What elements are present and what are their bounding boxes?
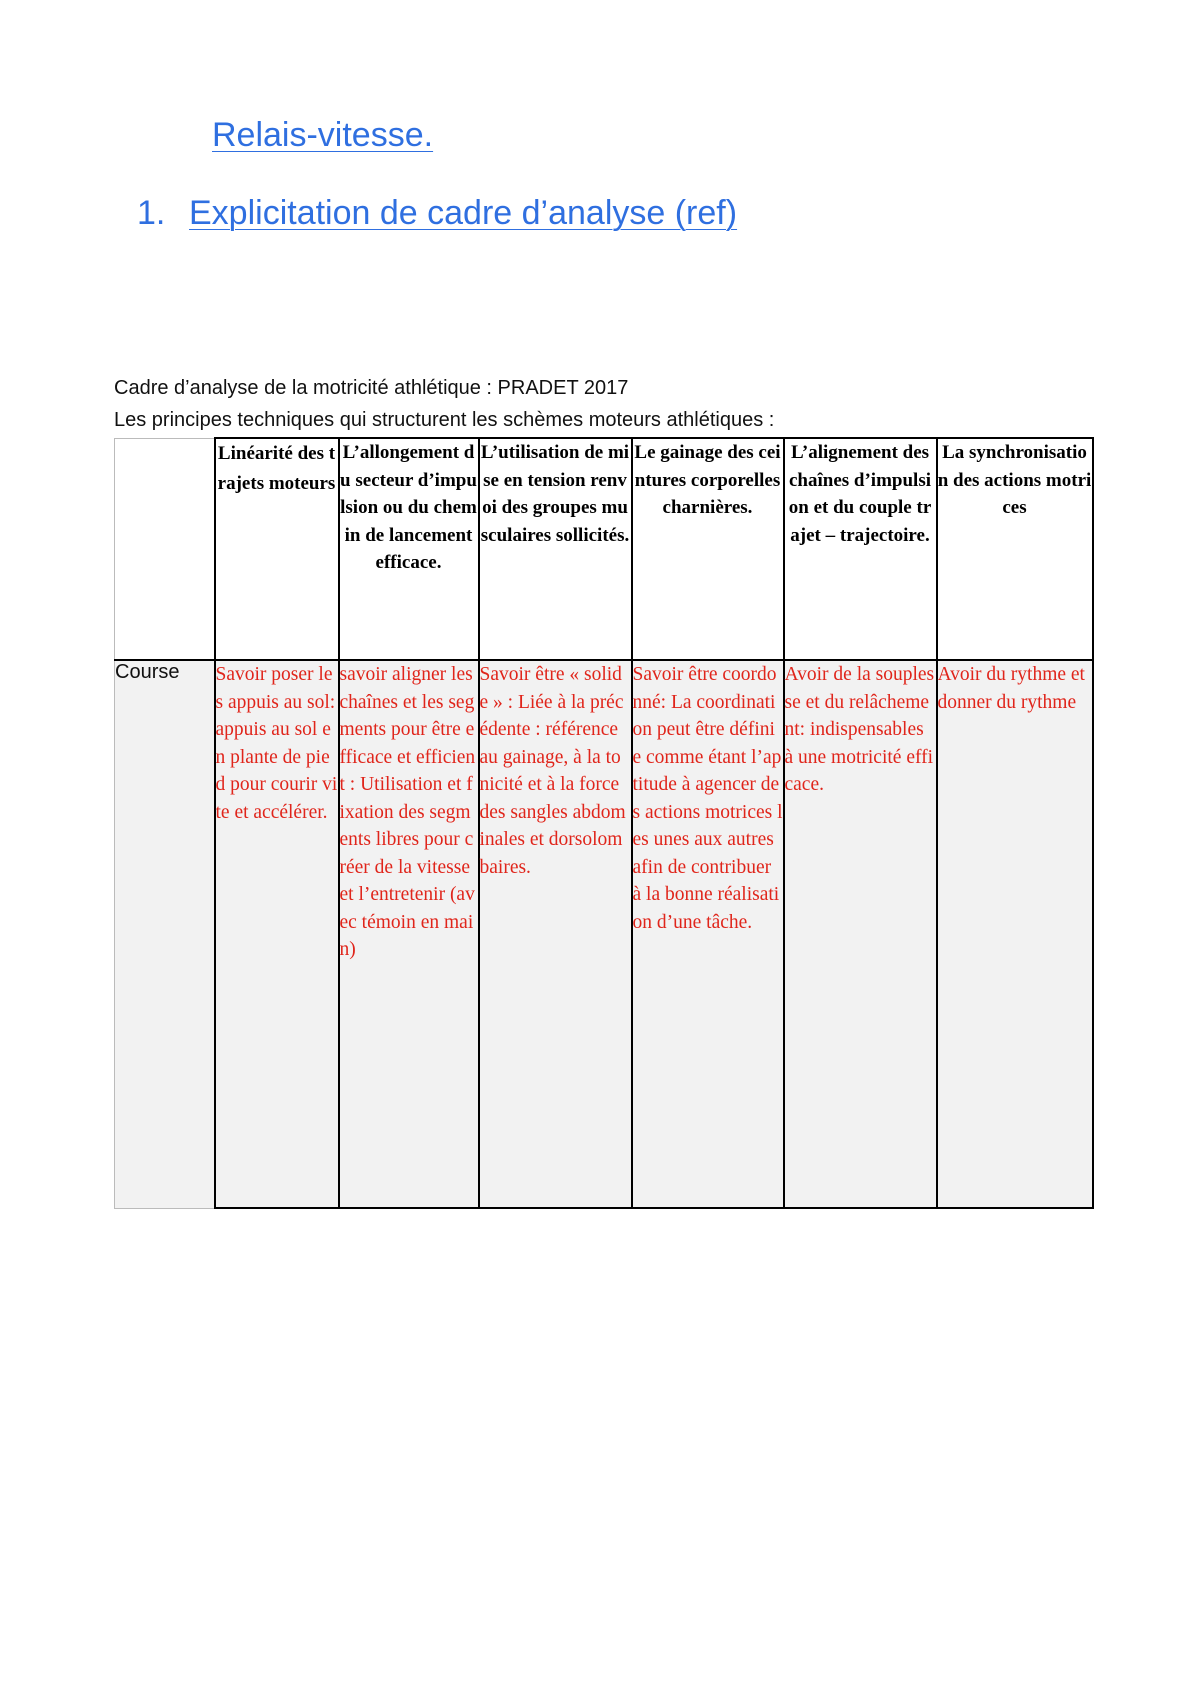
analysis-table bbox=[114, 437, 1094, 1209]
header-gainage: Le gainage des ceintures corporelles charnières. bbox=[632, 438, 784, 660]
section-heading bbox=[137, 194, 737, 233]
table-row bbox=[115, 660, 1093, 1208]
intro-text bbox=[114, 372, 774, 436]
cell-gainage: Savoir être coordonné: La coordination peut être définie comme étant l’aptitude à agencer des actions motrices les unes aux autres afin de contribuer à la bonne réalisation d’une tâche. bbox=[632, 660, 784, 1208]
table-corner-cell bbox=[115, 438, 215, 660]
row-label-course: Course bbox=[115, 660, 215, 1208]
header-utilisation-tension: L’utilisation de mise en tension renvoi des groupes musculaires sollicités. bbox=[479, 438, 632, 660]
cell-synchronisation: Avoir du rythme et donner du rythme bbox=[937, 660, 1093, 1208]
cell-utilisation-tension: Savoir être « solide » : Liée à la précédente : référence au gainage, à la tonicité et à la force des sangles abdominales et dorsolombaires. bbox=[479, 660, 632, 1208]
section-heading-text: Explicitation de cadre d’analyse (ref) bbox=[189, 194, 738, 232]
header-linearite: Linéarité des trajets moteurs bbox=[215, 438, 339, 660]
header-alignement: L’alignement des chaînes d’impulsion et du couple trajet – trajectoire. bbox=[784, 438, 937, 660]
cell-allongement: savoir aligner les chaînes et les segments pour être efficace et efficient : Utilisation et fixation des segments libres pour créer de la vitesse et l’entretenir (avec témoin en main) bbox=[339, 660, 479, 1208]
intro-line-source: Cadre d’analyse de la motricité athlétique : PRADET 2017 bbox=[114, 377, 629, 399]
table-header-row bbox=[115, 438, 1093, 660]
cell-alignement: Avoir de la souplesse et du relâchement: indispensables à une motricité efficace. bbox=[784, 660, 937, 1208]
document-title: Relais-vitesse. bbox=[212, 116, 434, 154]
cell-linearite: Savoir poser les appuis au sol: appuis au sol en plante de pied pour courir vite et accélérer. bbox=[215, 660, 339, 1208]
intro-line-principles: Les principes techniques qui structurent les schèmes moteurs athlétiques : bbox=[114, 409, 775, 431]
section-number: 1. bbox=[137, 194, 166, 232]
header-synchronisation: La synchronisation des actions motrices bbox=[937, 438, 1093, 660]
header-allongement: L’allongement du secteur d’impulsion ou du chemin de lancement efficace. bbox=[339, 438, 479, 660]
